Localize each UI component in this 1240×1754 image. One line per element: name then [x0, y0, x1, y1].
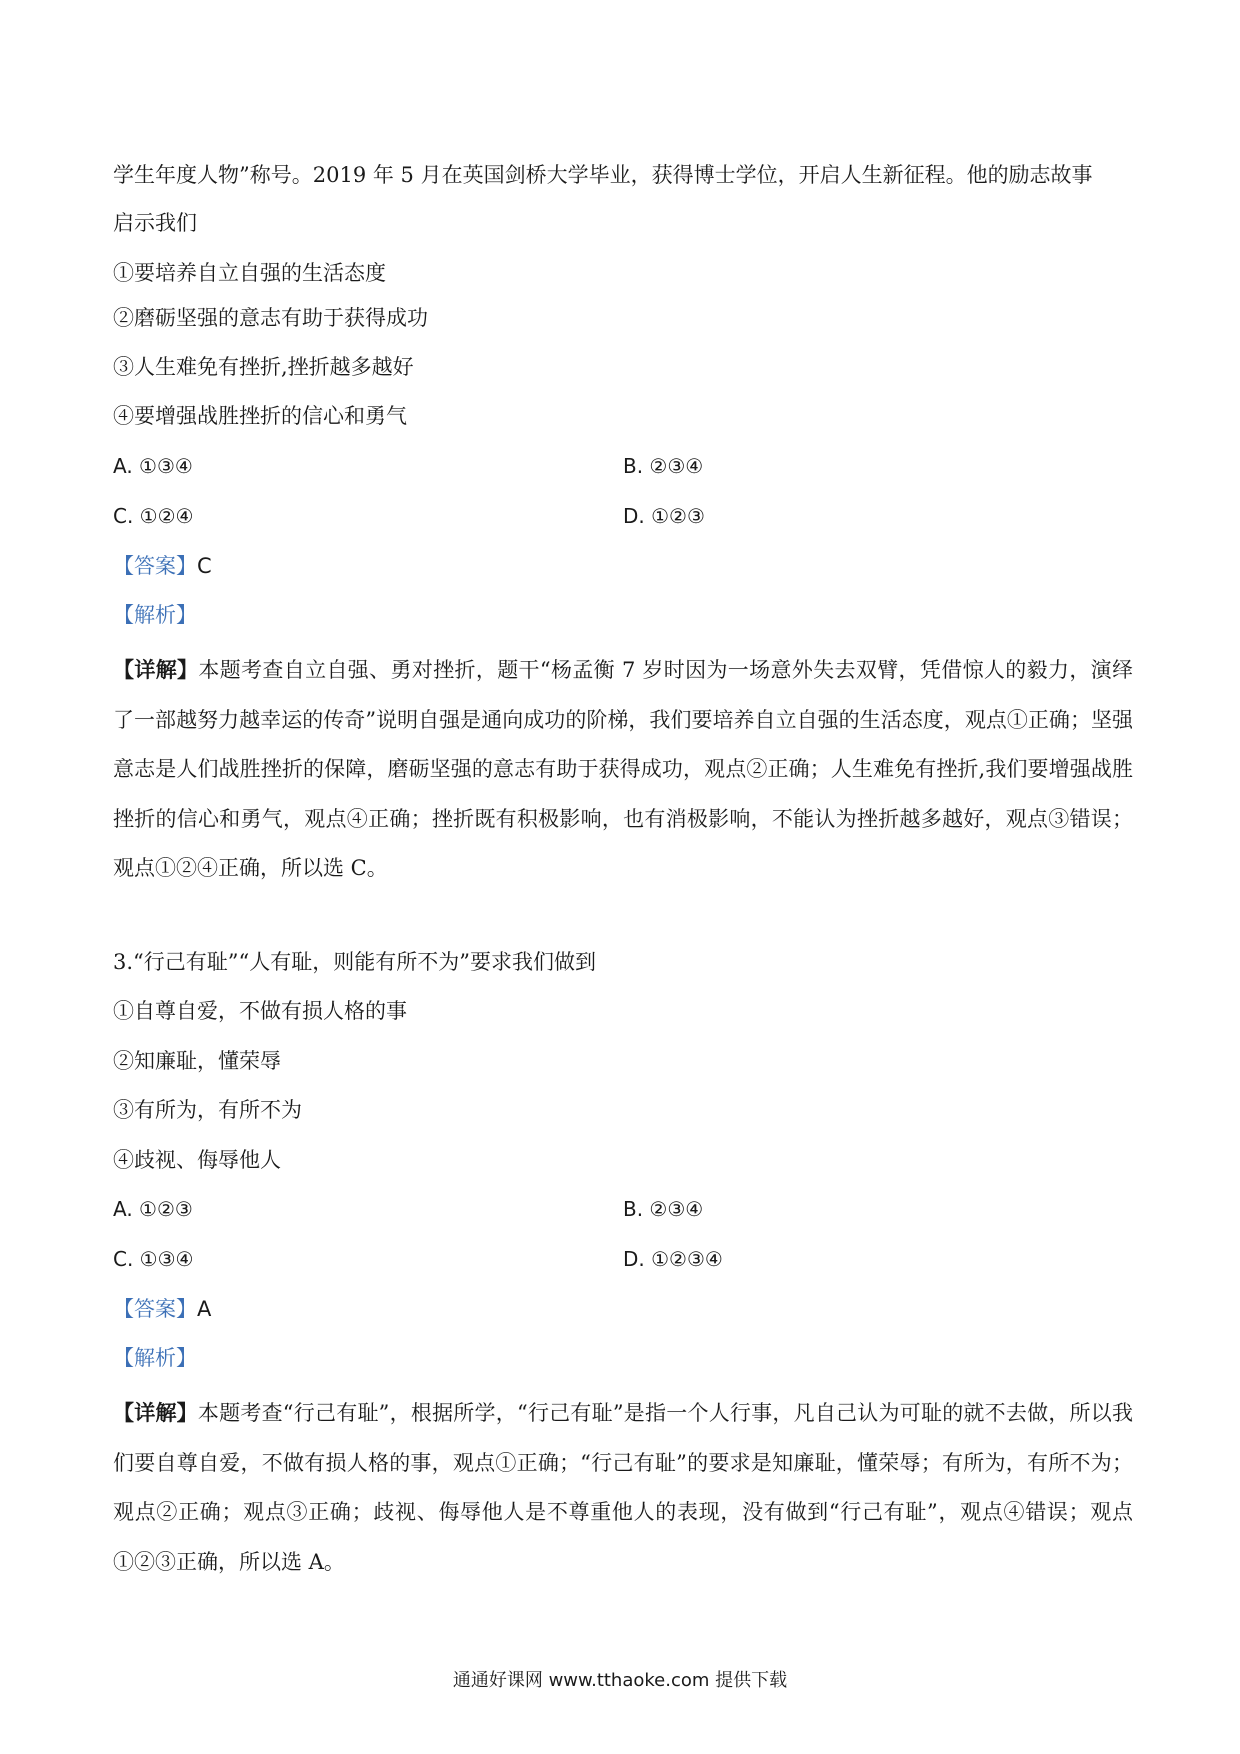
q2-analysis-label: 【解析】: [113, 603, 197, 627]
q3-item-4: ④歧视、侮辱他人: [113, 1148, 281, 1172]
detail-text: 本题考查自立自强、勇对挫折，题干“杨孟衡 7 岁时因为一场意外失去双臂，凭借惊人的毅力，演绎了一部越努力越幸运的传奇”说明自强是通向成功的阶梯，我们要培养自立自强的生活态度，观点①正确；坚强意志是人们战胜挫折的保障，磨砺坚强的意志有助于获得成功，观点②正确；人生难免有挫折,我们要增强战胜挫折的信心和勇气，观点④正确；挫折既有积极影响，也有消极影响，不能认为挫折越多越好，观点③错误；观点①②④正确，所以选 C。: [113, 658, 1134, 880]
answer-value: C: [197, 554, 212, 578]
q3-stem: 3.“行己有耻”“人有耻，则能有所不为”要求我们做到: [113, 950, 596, 974]
q3-answer: [113, 1294, 211, 1324]
q3-item-2: ②知廉耻，懂荣辱: [113, 1049, 281, 1073]
q3-item-3: ③有所为，有所不为: [113, 1098, 302, 1122]
q2-option-d: D. ①②③: [623, 504, 705, 528]
detail-label: 【详解】: [113, 1400, 198, 1425]
q2-option-b: B. ②③④: [623, 454, 704, 478]
q3-option-a: A. ①②③: [113, 1197, 193, 1221]
q2-item-3: ③人生难免有挫折,挫折越多越好: [113, 355, 414, 379]
answer-value: A: [197, 1297, 212, 1321]
q2-stem-line1: 学生年度人物”称号。2019 年 5 月在英国剑桥大学毕业，获得博士学位，开启人生新征程。他的励志故事: [113, 163, 1093, 187]
answer-label: 【答案】: [113, 1297, 197, 1321]
q3-option-c: C. ①③④: [113, 1247, 194, 1271]
q2-detail: [113, 645, 1133, 894]
q2-option-c: C. ①②④: [113, 504, 194, 528]
q3-detail: [113, 1388, 1133, 1587]
q2-item-1: ①要培养自立自强的生活态度: [113, 261, 386, 285]
q3-option-d: D. ①②③④: [623, 1247, 723, 1271]
q2-item-2: ②磨砺坚强的意志有助于获得成功: [113, 306, 428, 330]
page-footer: 通通好课网 www.tthaoke.com 提供下载: [452, 1670, 788, 1691]
q3-option-b: B. ②③④: [623, 1197, 704, 1221]
q3-analysis-label: 【解析】: [113, 1346, 197, 1370]
q3-item-1: ①自尊自爱，不做有损人格的事: [113, 999, 407, 1023]
answer-label: 【答案】: [113, 554, 197, 578]
q2-option-a: A. ①③④: [113, 454, 193, 478]
detail-text: 本题考查“行己有耻”，根据所学，“行己有耻”是指一个人行事，凡自己认为可耻的就不去做，所以我们要自尊自爱，不做有损人格的事，观点①正确；“行己有耻”的要求是知廉耻，懂荣辱；有所为，有所不为；观点②正确；观点③正确；歧视、侮辱他人是不尊重他人的表现，没有做到“行己有耻”，观点④错误；观点①②③正确，所以选 A。: [113, 1401, 1133, 1574]
q2-answer: [113, 551, 212, 581]
q2-stem-line2: 启示我们: [113, 211, 197, 235]
q2-item-4: ④要增强战胜挫折的信心和勇气: [113, 404, 407, 428]
detail-label: 【详解】: [113, 657, 199, 682]
